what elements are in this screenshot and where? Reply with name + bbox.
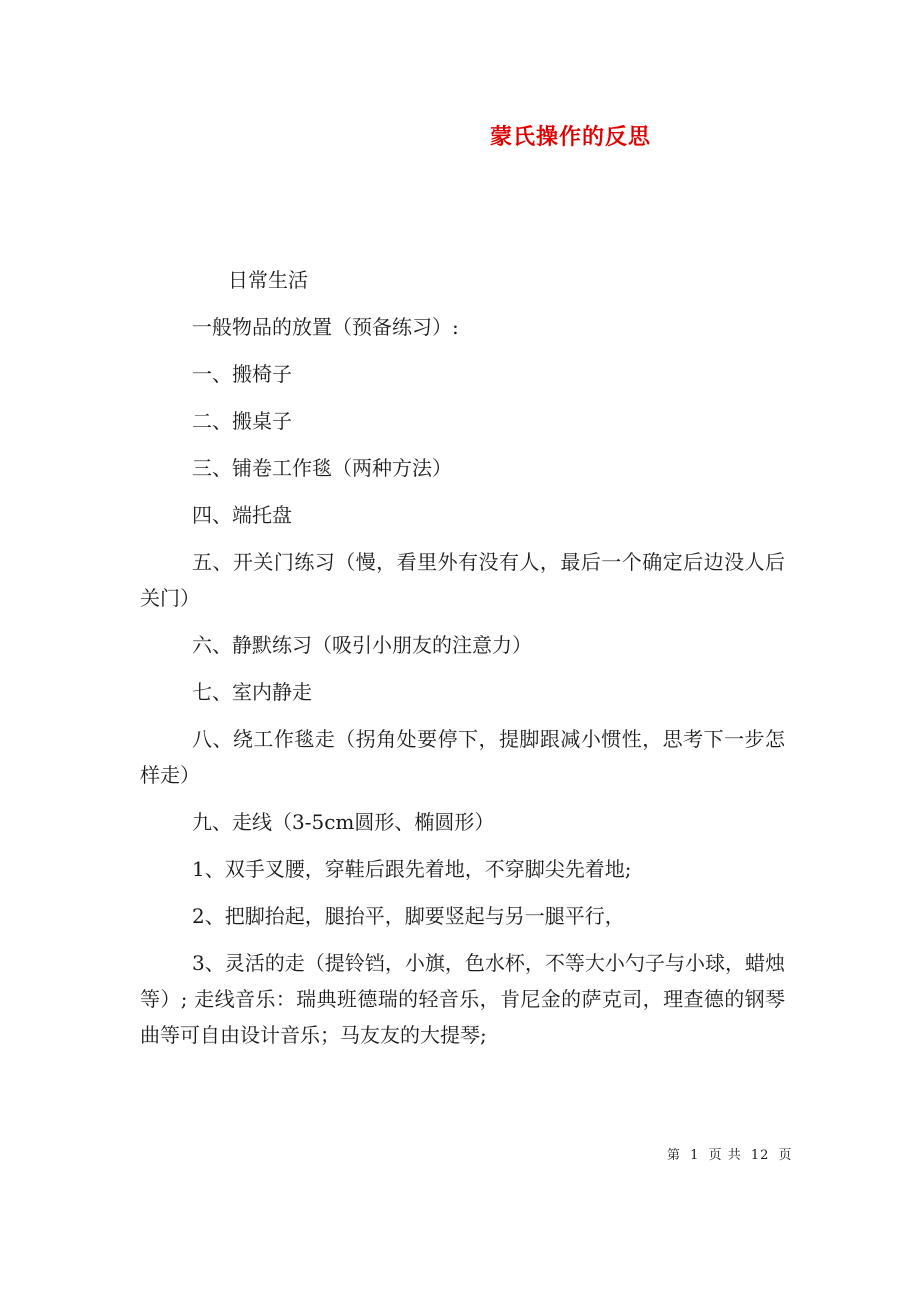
footer-prefix: 第 [667, 1148, 682, 1163]
footer-total-pages: 12 [750, 1148, 770, 1163]
paragraph: 八、绕工作毯走（拐角处要停下，提脚跟减小惯性，思考下一步怎样走） [140, 727, 785, 787]
paragraph: 二、搬桌子 [192, 409, 292, 433]
paragraph: 2、把脚抬起，腿抬平，脚要竖起与另一腿平行， [192, 904, 625, 928]
footer-middle: 页 共 [708, 1148, 742, 1163]
paragraph: 五、开关门练习（慢，看里外有没有人，最后一个确定后边没人后关门） [140, 550, 785, 610]
paragraph: 三、铺卷工作毯（两种方法） [192, 456, 452, 480]
page-footer [667, 1144, 797, 1163]
paragraph: 四、端托盘 [192, 503, 292, 527]
paragraph: 七、室内静走 [192, 680, 312, 704]
paragraph: 一般物品的放置（预备练习）: [192, 315, 459, 339]
footer-current-page: 1 [690, 1148, 700, 1163]
paragraph-section-heading: 日常生活 [228, 268, 308, 292]
paragraph: 九、走线（3-5cm圆形、椭圆形） [192, 810, 495, 834]
paragraph: 六、静默练习（吸引小朋友的注意力） [192, 633, 532, 657]
footer-suffix: 页 [778, 1148, 793, 1163]
paragraph: 一、搬椅子 [192, 362, 292, 386]
document-body [140, 262, 785, 1064]
paragraph: 1、双手叉腰，穿鞋后跟先着地，不穿脚尖先着地; [192, 857, 632, 881]
paragraph: 3、灵活的走（提铃铛，小旗，色水杯，不等大小勺子与小球，蜡烛等）; 走线音乐：瑞典班德瑞的轻音乐，肯尼金的萨克司，理查德的钢琴曲等可自由设计音乐；马友友的大提琴; [140, 951, 785, 1047]
document-title: 蒙氏操作的反思 [490, 125, 652, 150]
